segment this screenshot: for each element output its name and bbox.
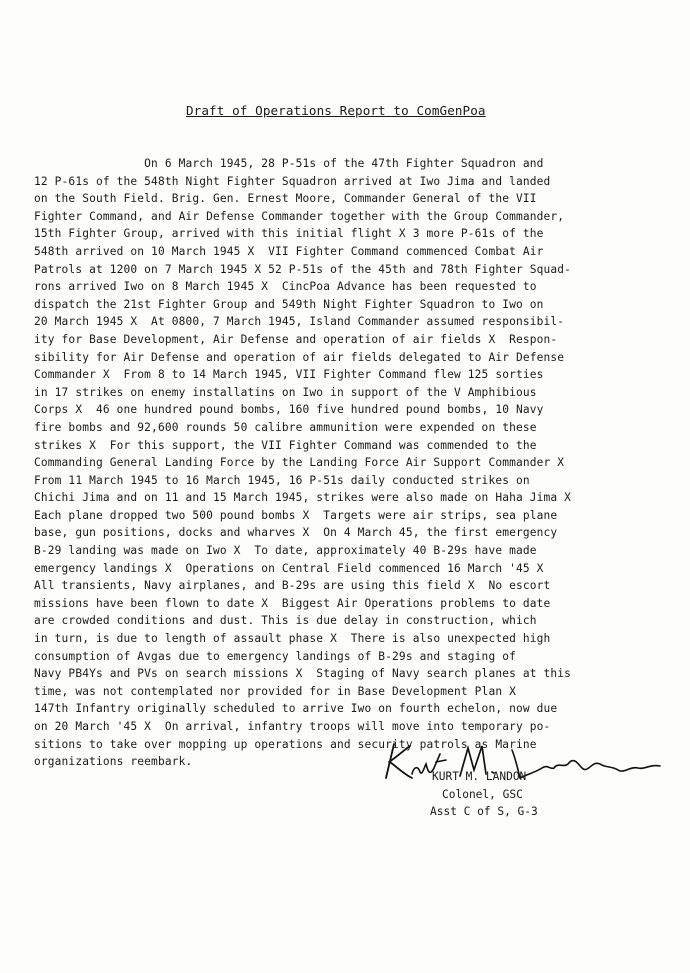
body-line: Navy PB4Ys and PVs on search missions X Staging of Navy search planes at this [34, 667, 572, 681]
body-line: Commanding General Landing Force by the Landing Force Air Support Commander X [34, 456, 565, 470]
body-line: 20 March 1945 X At 0800, 7 March 1945, Island Commander assumed responsibil- [34, 315, 565, 329]
body-line: in turn, is due to length of assault phase X There is also unexpected high [34, 632, 551, 646]
body-line: On 6 March 1945, 28 P-51s of the 47th Fighter Squadron and [34, 157, 544, 170]
signer-name: KURT M. LANDON [432, 770, 527, 783]
body-line: sitions to take over mopping up operations and security patrols as Marine [34, 737, 537, 751]
body-line: in 17 strikes on enemy installatins on Iwo in support of the V Amphibious [34, 385, 537, 399]
signer-rank: Colonel, GSC [442, 787, 523, 801]
body-line: All transients, Navy airplanes, and B-29s are using this field X No escort [34, 579, 551, 593]
body-line: 12 P-61s of the 548th Night Fighter Squadron arrived at Iwo Jima and landed [34, 174, 551, 188]
body-line: Patrols at 1200 on 7 March 1945 X 52 P-51s of the 45th and 78th Fighter Squad- [34, 262, 572, 276]
body-line: 147th Infantry originally scheduled to arrive Iwo on fourth echelon, now due [34, 702, 558, 716]
signature-block [430, 768, 538, 821]
signer-position: Asst C of S, G-3 [430, 805, 538, 818]
body-line: consumption of Avgas due to emergency landings of B-29s and staging of [34, 649, 516, 663]
body-line: strikes X For this support, the VII Fighter Command was commended to the [34, 438, 537, 452]
body-line: are crowded conditions and dust. This is due delay in construction, which [34, 614, 537, 628]
body-line: dispatch the 21st Fighter Group and 549th Night Fighter Squadron to Iwo on [34, 297, 544, 311]
report-body [34, 155, 684, 771]
body-line: 15th Fighter Group, arrived with this initial flight X 3 more P-61s of the [34, 227, 544, 241]
body-line: Chichi Jima and on 11 and 15 March 1945, strikes were also made on Haha Jima X [34, 491, 572, 505]
body-line: missions have been flown to date X Biggest Air Operations problems to date [34, 596, 551, 610]
body-line: organizations reembark. [34, 755, 193, 769]
body-line: 548th arrived on 10 March 1945 X VII Fighter Command commenced Combat Air [34, 244, 544, 258]
body-line: rons arrived Iwo on 8 March 1945 X CincPoa Advance has been requested to [34, 280, 537, 294]
body-line: ity for Base Development, Air Defense and operation of air fields X Respon- [34, 332, 558, 346]
body-line: Corps X 46 one hundred pound bombs, 160 five hundred pound bombs, 10 Navy [34, 403, 544, 417]
body-line: Each plane dropped two 500 pound bombs X Targets were air strips, sea plane [34, 508, 558, 522]
body-line: Commander X From 8 to 14 March 1945, VII Fighter Command flew 125 sorties [34, 368, 544, 382]
report-title: Draft of Operations Report to ComGenPoa [186, 103, 486, 118]
body-line: Fighter Command, and Air Defense Commander together with the Group Commander, [34, 209, 565, 223]
body-line: From 11 March 1945 to 16 March 1945, 16 P-51s daily conducted strikes on [34, 473, 530, 487]
body-line: fire bombs and 92,600 rounds 50 calibre ammunition were expended on these [34, 420, 537, 434]
body-line: on 20 March '45 X On arrival, infantry troops will move into temporary po- [34, 720, 551, 733]
body-line: B-29 landing was made on Iwo X To date, approximately 40 B-29s have made [34, 544, 537, 558]
body-line: time, was not contemplated nor provided for in Base Development Plan X [34, 684, 516, 698]
body-line: base, gun positions, docks and wharves X On 4 March 45, the first emergency [34, 526, 558, 540]
body-line: on the South Field. Brig. Gen. Ernest Moore, Commander General of the VII [34, 192, 537, 206]
body-line: emergency landings X Operations on Central Field commenced 16 March '45 X [34, 561, 544, 575]
body-line: sibility for Air Defense and operation of air fields delegated to Air Defense [34, 350, 565, 364]
